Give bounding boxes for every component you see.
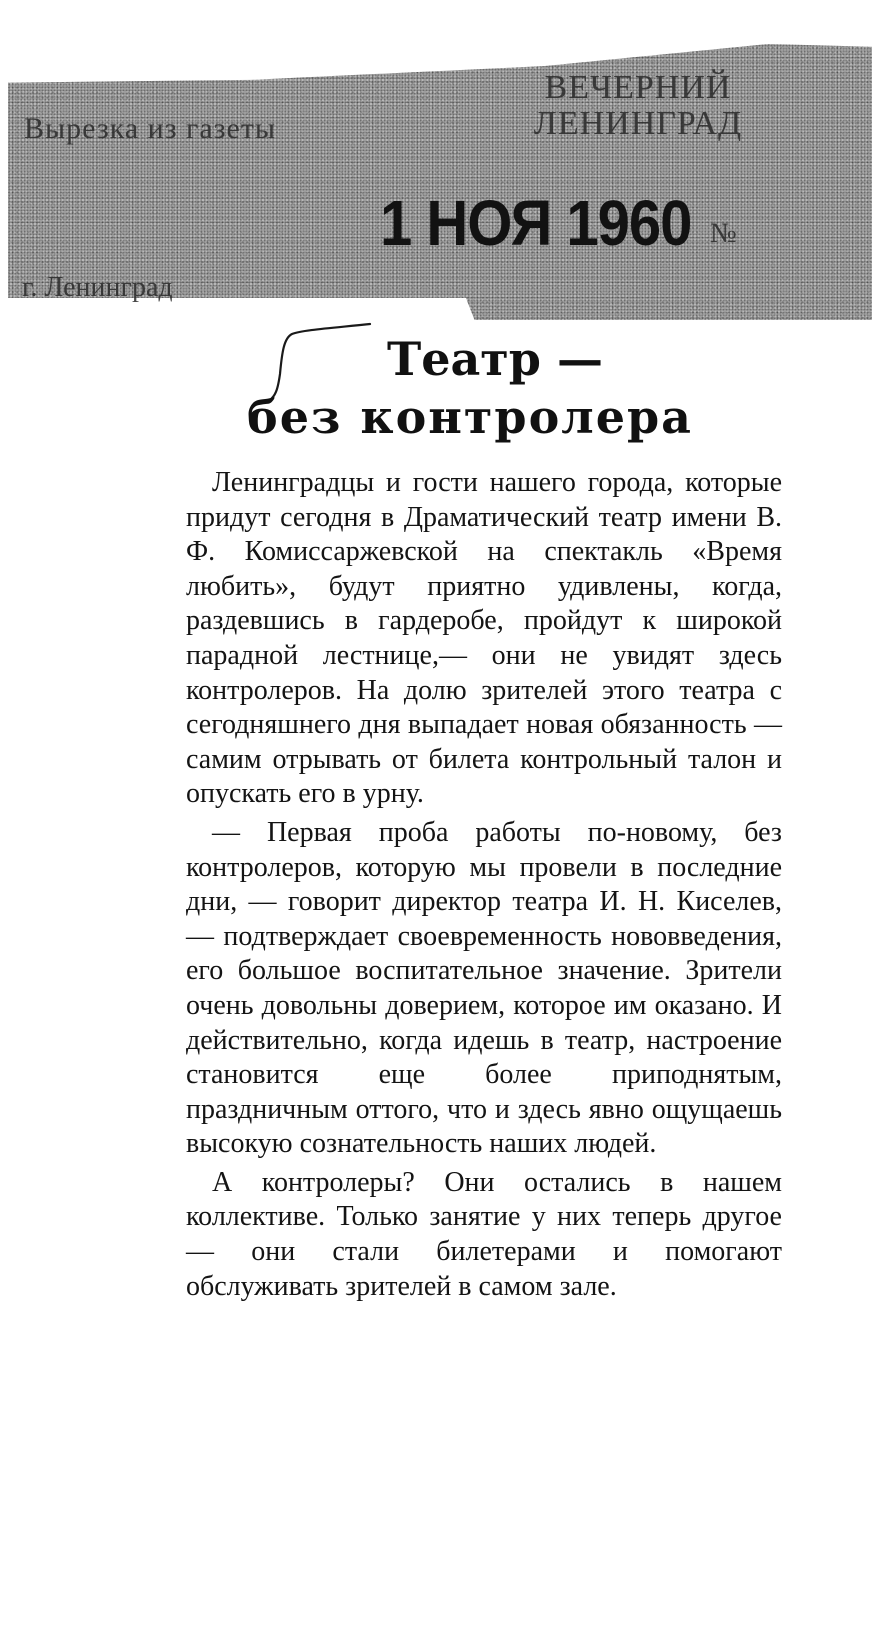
article-paragraph-1: Ленинградцы и гости нашего города, которые придут сегодня в Драматический театр имени В. Ф. Комиссаржевской на спектакль «Время любить», будут приятно удивлены, когда, раздевшись в гардеробе, пройдут к широкой парадной лестнице,— они не увидят здесь контролеров. На долю зрителей этого театра с сегодняшнего дня выпадает новая обязанность — самим отрывать от билета контрольный талон и опускать его в урну. (186, 467, 782, 810)
headline-line-1: Театр — (387, 332, 603, 386)
headline-line-2: без контролера (247, 390, 693, 444)
newspaper-name: ВЕЧЕРНИЙ ЛЕНИНГРАД (533, 69, 743, 142)
article-body (186, 466, 782, 1308)
clipping-city: г. Ленинград (22, 272, 173, 303)
clipping-prefix: Вырезка из газеты (24, 112, 277, 145)
article-paragraph-3: А контролеры? Они остались в нашем коллективе. Только занятие у них теперь другое — они стали билетерами и помогают обслуживать зрителей в самом зале. (186, 1166, 782, 1302)
date-stamp: 1 НОЯ 1960 (380, 187, 692, 260)
article-headline (240, 330, 700, 446)
issue-number-mark: № (710, 218, 737, 249)
article-paragraph-2: — Первая проба работы по-новому, без контролеров, которую мы провели в последние дни, — говорит директор театра И. Н. Киселев, — подтверждает своевременность нововведения, его большое воспитательное значение. Зрители очень довольны доверием, которое им оказано. И действительно, когда идешь в театр, настроение становится еще более приподнятым, праздничным оттого, что и здесь явно ощущаешь высокую сознательность наших людей. (186, 816, 782, 1160)
